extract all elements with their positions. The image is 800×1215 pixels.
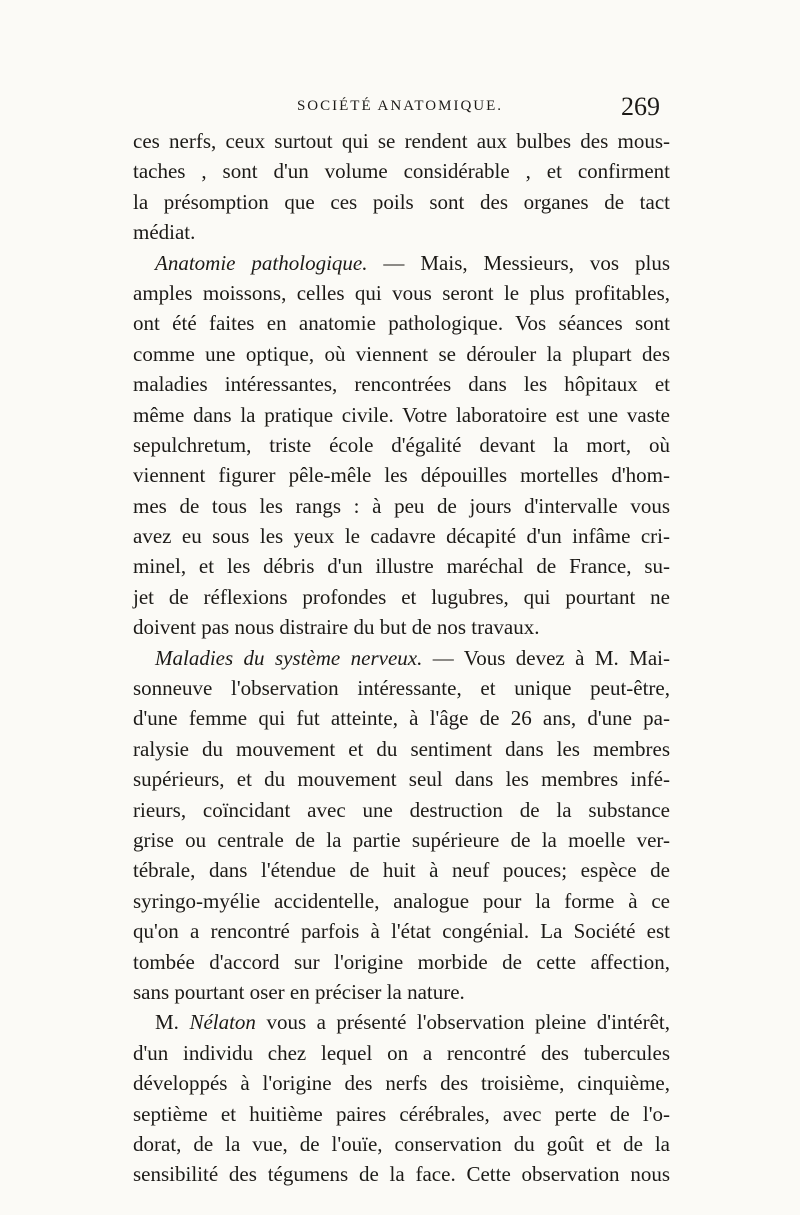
text-line: d'une femme qui fut atteinte, à l'âge de 26 ans, d'une pa- bbox=[133, 706, 670, 731]
text-line: doivent pas nous distraire du but de nos travaux. bbox=[133, 615, 540, 640]
text-line: sonneuve l'observation intéressante, et unique peut-être, bbox=[133, 676, 670, 701]
text-line: tombée d'accord sur l'origine morbide de cette affection, bbox=[133, 949, 670, 974]
text-line: minel, et les débris d'un illustre maréchal de France, su- bbox=[133, 554, 670, 579]
text-line: développés à l'origine des nerfs des troisième, cinquième, bbox=[133, 1071, 670, 1096]
paragraph-nelaton: M. Nélaton vous a présenté l'observation pleine d'intérêt, bbox=[155, 1010, 670, 1035]
page-number: 269 bbox=[621, 92, 660, 121]
section-heading-anatomie-pathologique: Anatomie pathologique. — Mais, Messieurs, vos plus bbox=[155, 250, 670, 275]
text-line: septième et huitième paires cérébrales, avec perte de l'o- bbox=[133, 1101, 670, 1126]
text-line: taches , sont d'un volume considérable , et confirment bbox=[133, 159, 670, 184]
body-text bbox=[133, 126, 670, 1190]
section-heading-maladies-systeme-nerveux: Maladies du système nerveux. — Vous devez à M. Mai- bbox=[155, 645, 671, 670]
text-line: dorat, de la vue, de l'ouïe, conservation du goût et de la bbox=[133, 1131, 670, 1156]
text-line: sepulchretum, triste école d'égalité devant la mort, où bbox=[133, 432, 670, 457]
text-line: avez eu sous les yeux le cadavre décapité d'un infâme cri- bbox=[133, 524, 670, 549]
text-line: tébrale, dans l'étendue de huit à neuf pouces; espèce de bbox=[133, 858, 670, 883]
text-line: sans pourtant oser en préciser la nature. bbox=[133, 979, 465, 1004]
text-line: même dans la pratique civile. Votre laboratoire est une vaste bbox=[133, 402, 670, 427]
text-line: ralysie du mouvement et du sentiment dans les membres bbox=[133, 736, 670, 761]
text-line: supérieurs, et du mouvement seul dans les membres infé- bbox=[133, 767, 670, 792]
text-line: viennent figurer pêle-mêle les dépouilles mortelles d'hom- bbox=[133, 463, 670, 488]
running-title: SOCIÉTÉ ANATOMIQUE. bbox=[296, 98, 504, 114]
page-header bbox=[130, 92, 670, 126]
text-line: ont été faites en anatomie pathologique. Vos séances sont bbox=[133, 311, 670, 336]
text-line: amples moissons, celles qui vous seront le plus profitables, bbox=[133, 280, 670, 305]
text-line: mes de tous les rangs : à peu de jours d'intervalle vous bbox=[133, 493, 670, 518]
text-line: d'un individu chez lequel on a rencontré des tubercules bbox=[133, 1040, 670, 1065]
text-line: comme une optique, où viennent se dérouler la plupart des bbox=[133, 341, 670, 366]
text-line: la présomption que ces poils sont des organes de tact bbox=[133, 189, 670, 214]
text-line: syringo-myélie accidentelle, analogue pour la forme à ce bbox=[133, 888, 670, 913]
text-line: rieurs, coïncidant avec une destruction de la substance bbox=[133, 797, 670, 822]
text-line: grise ou centrale de la partie supérieure de la moelle ver- bbox=[133, 827, 670, 852]
text-line: maladies intéressantes, rencontrées dans les hôpitaux et bbox=[133, 372, 670, 397]
text-line: sensibilité des tégumens de la face. Cette observation nous bbox=[133, 1162, 670, 1187]
text-line: jet de réflexions profondes et lugubres, qui pourtant ne bbox=[133, 584, 670, 609]
text-line: qu'on a rencontré parfois à l'état congénial. La Société est bbox=[133, 919, 670, 944]
text-line: médiat. bbox=[133, 220, 196, 245]
text-line: ces nerfs, ceux surtout qui se rendent aux bulbes des mous- bbox=[133, 129, 670, 153]
